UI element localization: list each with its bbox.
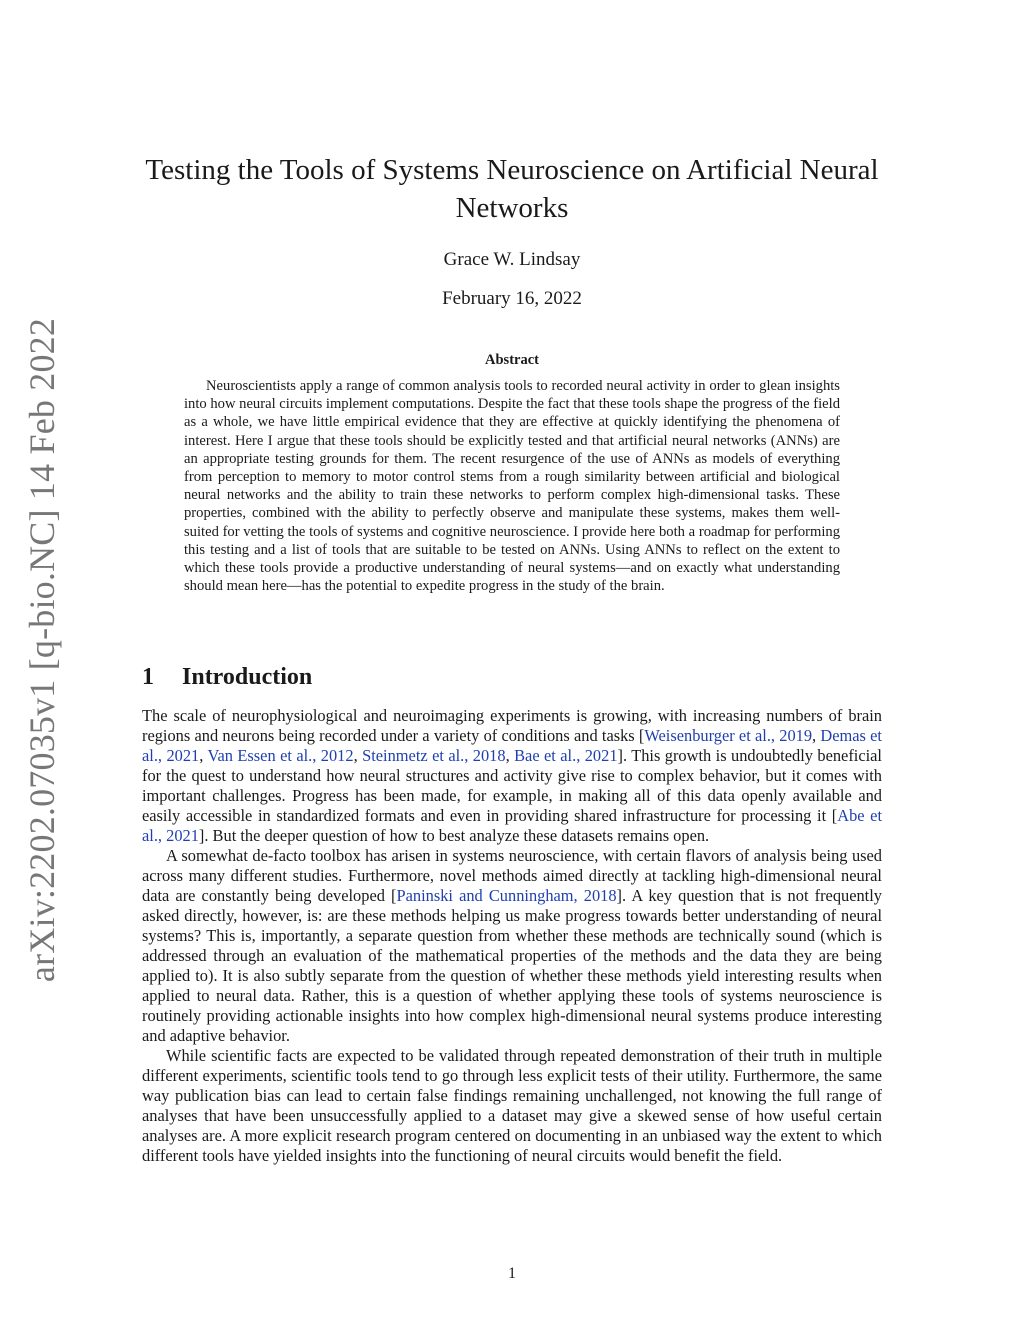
paragraph: [142, 706, 882, 846]
body-text: [142, 706, 882, 1166]
citation-link[interactable]: Abe et al., 2021: [142, 806, 883, 845]
paragraph-text: The scale of neurophysiological and neuroimaging experiments is growing, with increasing numbers of brain regions and neurons being recorded under a variety of conditions and tasks [: [142, 706, 882, 745]
citation-link[interactable]: Paninski and Cunningham, 2018: [396, 886, 617, 905]
citation-separator: ,: [353, 746, 363, 765]
page-number: 1: [508, 1265, 516, 1282]
paragraph-text: ]. This growth is undoubtedly beneficial for the quest to understand how neural structures and activity give rise to complex behavior, but it comes with important challenges. Progress has been made, for example, in making all of this data openly available and easily accessible in standardized formats and even in providing shared infrastructure for processing it [: [142, 746, 882, 825]
paragraph: While scientific facts are expected to be validated through repeated demonstration of their truth in multiple different experiments, scientific tools tend to go through less explicit tests of their utility. Furthermore, the same way publication bias can lead to certain false findings remaining unchallenged, not knowing the full range of analyses that have been unsuccessfully applied to a dataset may give a skewed sense of how useful certain analyses are. A more explicit research program centered on documenting in an unbiased way the extent to which different tools have yielded insights into the functioning of neural circuits would benefit the field.: [142, 1046, 882, 1165]
paper-title: Testing the Tools of Systems Neuroscience on Artificial Neural Networks: [145, 154, 879, 224]
citation-separator: ,: [812, 726, 821, 745]
citation-link[interactable]: Steinmetz et al., 2018: [362, 746, 506, 765]
abstract-text: Neuroscientists apply a range of common analysis tools to recorded neural activity in order to glean insights into how neural circuits implement computations. Despite the fact that these tools shape the progress of the field as a whole, we have little empirical evidence that they are effective at quickly identifying the phenomena of interest. Here I argue that these tools should be explicitly tested and that artificial neural networks (ANNs) are an appropriate testing grounds for them. The recent resurgence of the use of ANNs as models of everything from perception to memory to motor control stems from a rough similarity between artificial and biological neural networks and the ability to train these networks to perform complex high-dimensional tasks. These properties, combined with the ability to perfectly observe and manipulate these systems, makes them well-suited for vetting the tools of systems and cognitive neuroscience. I provide here both a roadmap for performing this testing and a list of tools that are suitable to be tested on ANNs. Using ANNs to reflect on the extent to which these tools provide a productive understanding of neural systems—and on exactly what understanding should mean here—has the potential to expedite progress in the study of the brain.: [184, 378, 840, 595]
citation-link[interactable]: Demas et al., 2021: [142, 726, 882, 765]
paragraph-text: ]. A key question that is not frequently asked directly, however, is: are these methods helping us make progress towards better understanding of neural systems? This is, importantly, a separate question from whether these methods are technically sound (which is addressed through an evaluation of the mathematical properties of the methods and the data they are being applied to). It is also subtly separate from the question of whether these methods yield interesting results when applied to neural data. Rather, this is a question of whether applying these tools of systems neuroscience is routinely providing actionable insights into how complex high-dimensional neural systems produce interesting and adaptive behavior.: [142, 886, 882, 1045]
citation-separator: ,: [505, 746, 515, 765]
abstract-heading: Abstract: [485, 352, 539, 368]
citation-separator: ,: [199, 746, 208, 765]
citation-link[interactable]: Van Essen et al., 2012: [207, 746, 354, 765]
citation-link[interactable]: Bae et al., 2021: [514, 746, 618, 765]
section-number: 1: [142, 664, 154, 690]
paragraph-text: ]. But the deeper question of how to best analyze these datasets remains open.: [198, 826, 710, 845]
paragraph-text: A somewhat de-facto toolbox has arisen in systems neuroscience, with certain flavors of analysis being used across many different studies. Furthermore, novel methods aimed directly at tackling high-dimensional neural data are constantly being developed [: [142, 846, 882, 905]
section-heading: [142, 662, 312, 692]
citation-link[interactable]: Weisenburger et al., 2019: [644, 726, 813, 745]
publication-date: February 16, 2022: [442, 288, 582, 309]
author-name: Grace W. Lindsay: [443, 249, 581, 270]
section-title: Introduction: [182, 664, 313, 690]
arxiv-identifier-stamp: arXiv:2202.07035v1 [q-bio.NC] 14 Feb 2022: [22, 317, 62, 983]
paragraph: [142, 846, 882, 1046]
